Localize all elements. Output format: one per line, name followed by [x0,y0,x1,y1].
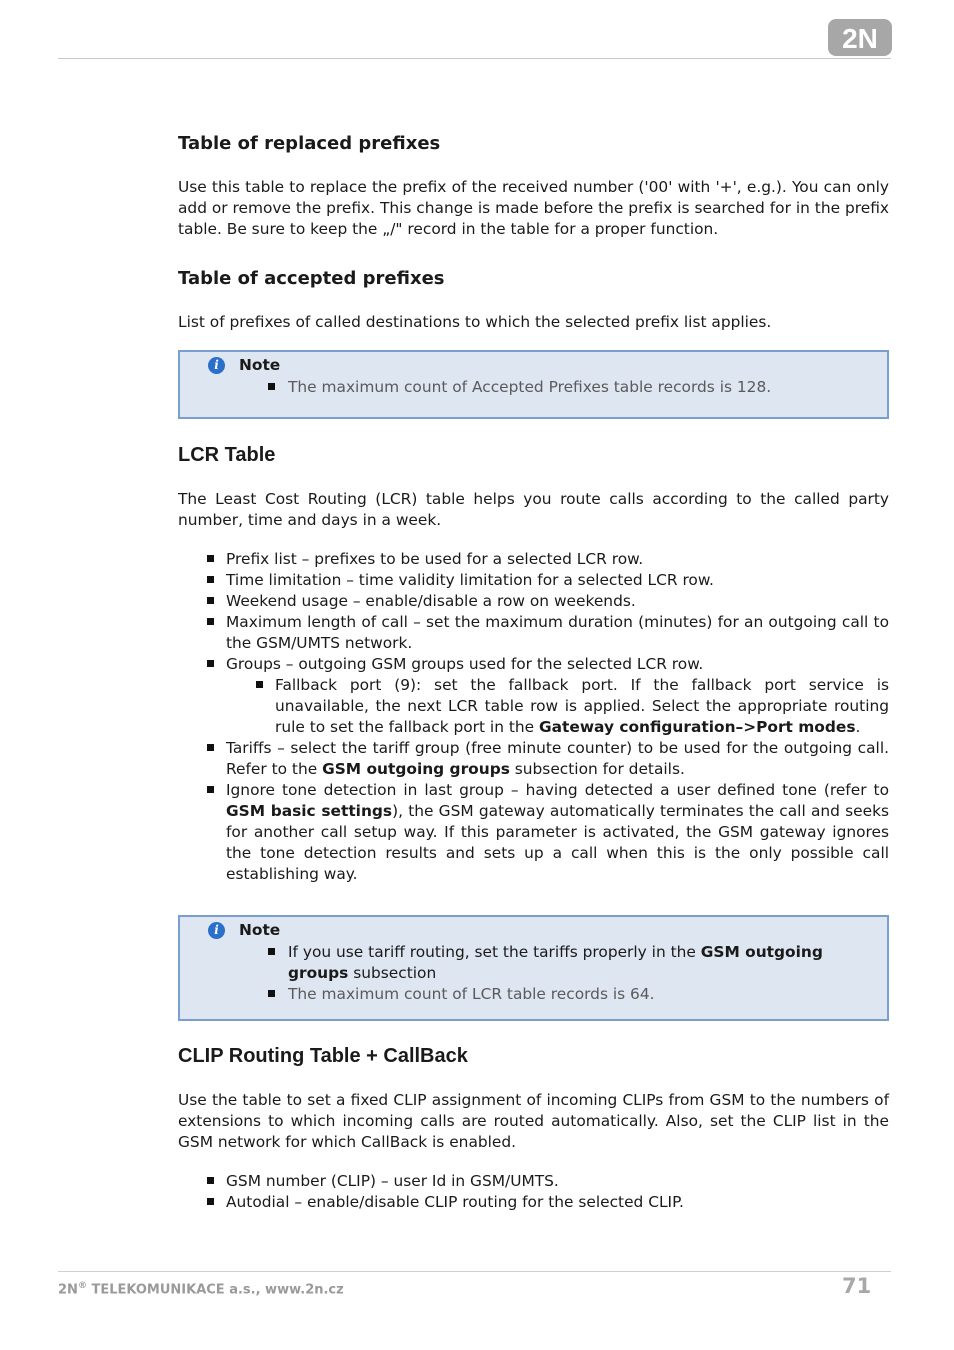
note-item [268,942,868,984]
list-item [178,780,889,885]
list-item: Autodial – enable/disable CLIP routing for the selected CLIP. [178,1192,889,1213]
note-header [208,356,280,374]
brand-logo-icon [828,19,892,56]
list-item: Maximum length of call – set the maximum duration (minutes) for an outgoing call to the GSM/UMTS network. [178,612,889,654]
note-header [208,921,280,939]
footer-registered-mark: ® [77,1281,87,1291]
note-box-lcr [178,915,889,1021]
paragraph-clip-routing: Use the table to set a fixed CLIP assignment of incoming CLIPs from GSM to the numbers of extensions to which incoming calls are routed automatically. Also, set the CLIP list in the GSM network for which CallBack is enabled. [178,1091,889,1151]
tariffs-ref: GSM outgoing groups [322,760,510,778]
paragraph-lcr-table: The Least Cost Routing (LCR) table helps you route calls according to the called party number, time and days in a week. [178,490,889,529]
note-title: Note [239,921,281,939]
list-item [178,654,889,738]
list-item: GSM number (CLIP) – user Id in GSM/UMTS. [178,1171,889,1192]
note-list [268,942,868,1005]
note-item: The maximum count of LCR table records is 64. [268,984,868,1005]
ignore-text: Ignore tone detection in last group – having detected a user defined tone (refer to [226,781,889,799]
note-title: Note [239,356,281,374]
heading-lcr-table: LCR Table [178,444,276,466]
paragraph-replaced-prefixes: Use this table to replace the prefix of the received number ('00' with '+', e.g.). You can only add or remove the prefix. This change is made before the prefix is searched for in the prefix table. Be sure to keep the „/" record in the table for a proper function. [178,178,889,238]
sub-list [226,675,889,738]
note-item-text: If you use tariff routing, set the tariffs properly in the [288,943,701,961]
tariffs-end: subsection for details. [509,760,685,778]
list-item [178,738,889,780]
fallback-link-text: Gateway configuration–>Port modes [539,718,856,736]
paragraph-accepted-prefixes: List of prefixes of called destinations to which the selected prefix list applies. [178,313,772,331]
fallback-text: Fallback port (9): set the fallback port. If the fallback port service is unavailable, the next LCR table row is applied. Select the appropriate routing rule to set the fallback port in the [275,676,889,736]
sub-list-item [226,675,889,738]
info-icon: i [208,357,225,374]
info-icon: i [208,922,225,939]
footer-rule [58,1271,891,1272]
logo-text: 2N [842,23,878,54]
heading-replaced-prefixes: Table of replaced prefixes [178,133,441,154]
note-item-end: subsection [348,964,437,982]
heading-accepted-prefixes: Table of accepted prefixes [178,268,445,289]
note-item-ref: GSM outgoing groups [288,943,823,982]
header-rule [58,58,891,59]
lcr-bullet-list [178,549,889,885]
note-item: The maximum count of Accepted Prefixes table records is 128. [268,377,868,398]
heading-clip-routing: CLIP Routing Table + CallBack [178,1045,468,1067]
list-item: Prefix list – prefixes to be used for a selected LCR row. [178,549,889,570]
note-box-accepted [178,350,889,419]
note-list [268,377,868,398]
ignore-ref: GSM basic settings [226,802,393,820]
footer-brand: 2N [58,1282,78,1298]
list-item-text: Groups – outgoing GSM groups used for the selected LCR row. [226,655,704,673]
footer-company-name: TELEKOMUNIKACE a.s., www.2n.cz [86,1282,344,1298]
ignore-end: ), the GSM gateway automatically terminates the call and seeks for another call setup way. If this parameter is activated, the GSM gateway ignores the tone detection results and sets up a call when this is the only possible call establishing way. [226,802,890,883]
footer-company [58,1281,344,1297]
tariffs-text: Tariffs – select the tariff group (free minute counter) to be used for the outgoing call. Refer to the [226,739,889,778]
list-item: Weekend usage – enable/disable a row on weekends. [178,591,889,612]
fallback-end: . [855,718,861,736]
page-number: 71 [842,1274,872,1298]
clip-bullet-list [178,1171,889,1213]
list-item: Time limitation – time validity limitation for a selected LCR row. [178,570,889,591]
